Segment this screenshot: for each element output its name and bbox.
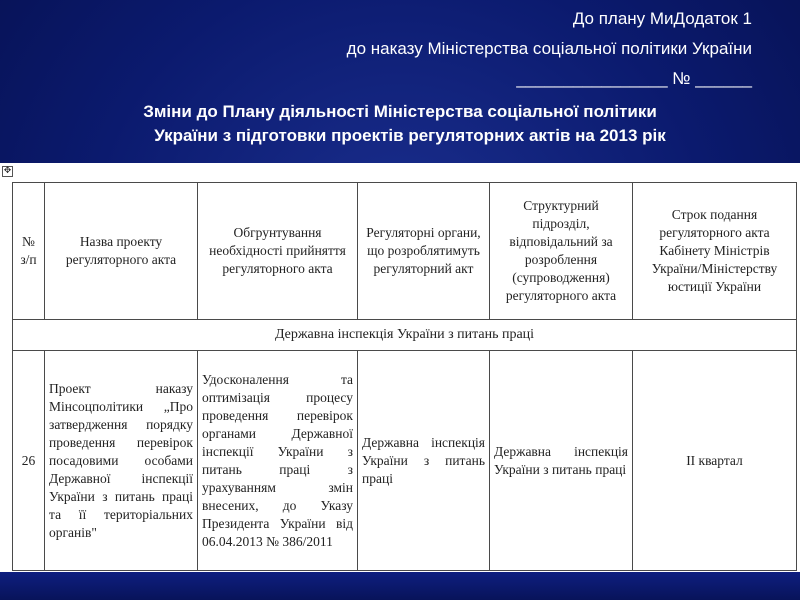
column-header-regulatory-bodies: Регуляторні органи, що розроблятимуть регуляторний акт xyxy=(358,183,490,320)
document-page xyxy=(0,163,800,572)
section-title: Державна інспекція України з питань праці xyxy=(13,320,797,351)
row-number: 26 xyxy=(13,351,45,571)
order-date-number-blank: ________________ № ______ xyxy=(516,69,752,88)
column-header-number: № з/п xyxy=(13,183,45,320)
row-department: Державна інспекція України з питань праці xyxy=(490,351,633,571)
row-act-name: Проект наказу Мінсоцполітики „Про затвердження порядку проведення перевірок посадовими особами Державної інспекції України з питань праці та її територіальних органів" xyxy=(45,351,198,571)
section-row xyxy=(13,320,797,351)
row-regulatory-bodies: Державна інспекція України з питань праці xyxy=(358,351,490,571)
column-header-justification: Обгрунтування необхідності прийняття регуляторного акта xyxy=(198,183,358,320)
table-row xyxy=(13,351,797,571)
row-deadline: ІІ квартал xyxy=(633,351,797,571)
slide-footer-bar xyxy=(0,572,800,600)
table-move-handle-icon[interactable]: ✥ xyxy=(3,166,12,176)
column-header-act-name: Назва проекту регуляторного акта xyxy=(45,183,198,320)
slide-title-line-2: України з підготовки проектів регуляторних актів на 2013 рік xyxy=(154,126,666,145)
appendix-label: До плану МиДодаток 1 xyxy=(572,9,752,28)
slide-header xyxy=(0,0,800,160)
table-header-row xyxy=(13,183,797,320)
column-header-deadline: Строк подання регуляторного акта Кабінету Міністрів України/Міністерству юстиції України xyxy=(633,183,797,320)
order-reference: до наказу Міністерства соціальної політики України xyxy=(346,39,752,58)
column-header-department: Структурний підрозділ, відповідальний за розроблення (супроводження) регуляторного акта xyxy=(490,183,633,320)
row-justification: Удосконалення та оптимізація процесу проведення перевірок органами Державної інспекції України з питань праці з урахуванням змін внесених, до Указу Президента України від 06.04.2013 № 386/2011 xyxy=(198,351,358,571)
regulatory-acts-table xyxy=(12,182,797,571)
slide-title-line-1: Зміни до Плану діяльності Міністерства соціальної політики xyxy=(143,102,657,121)
